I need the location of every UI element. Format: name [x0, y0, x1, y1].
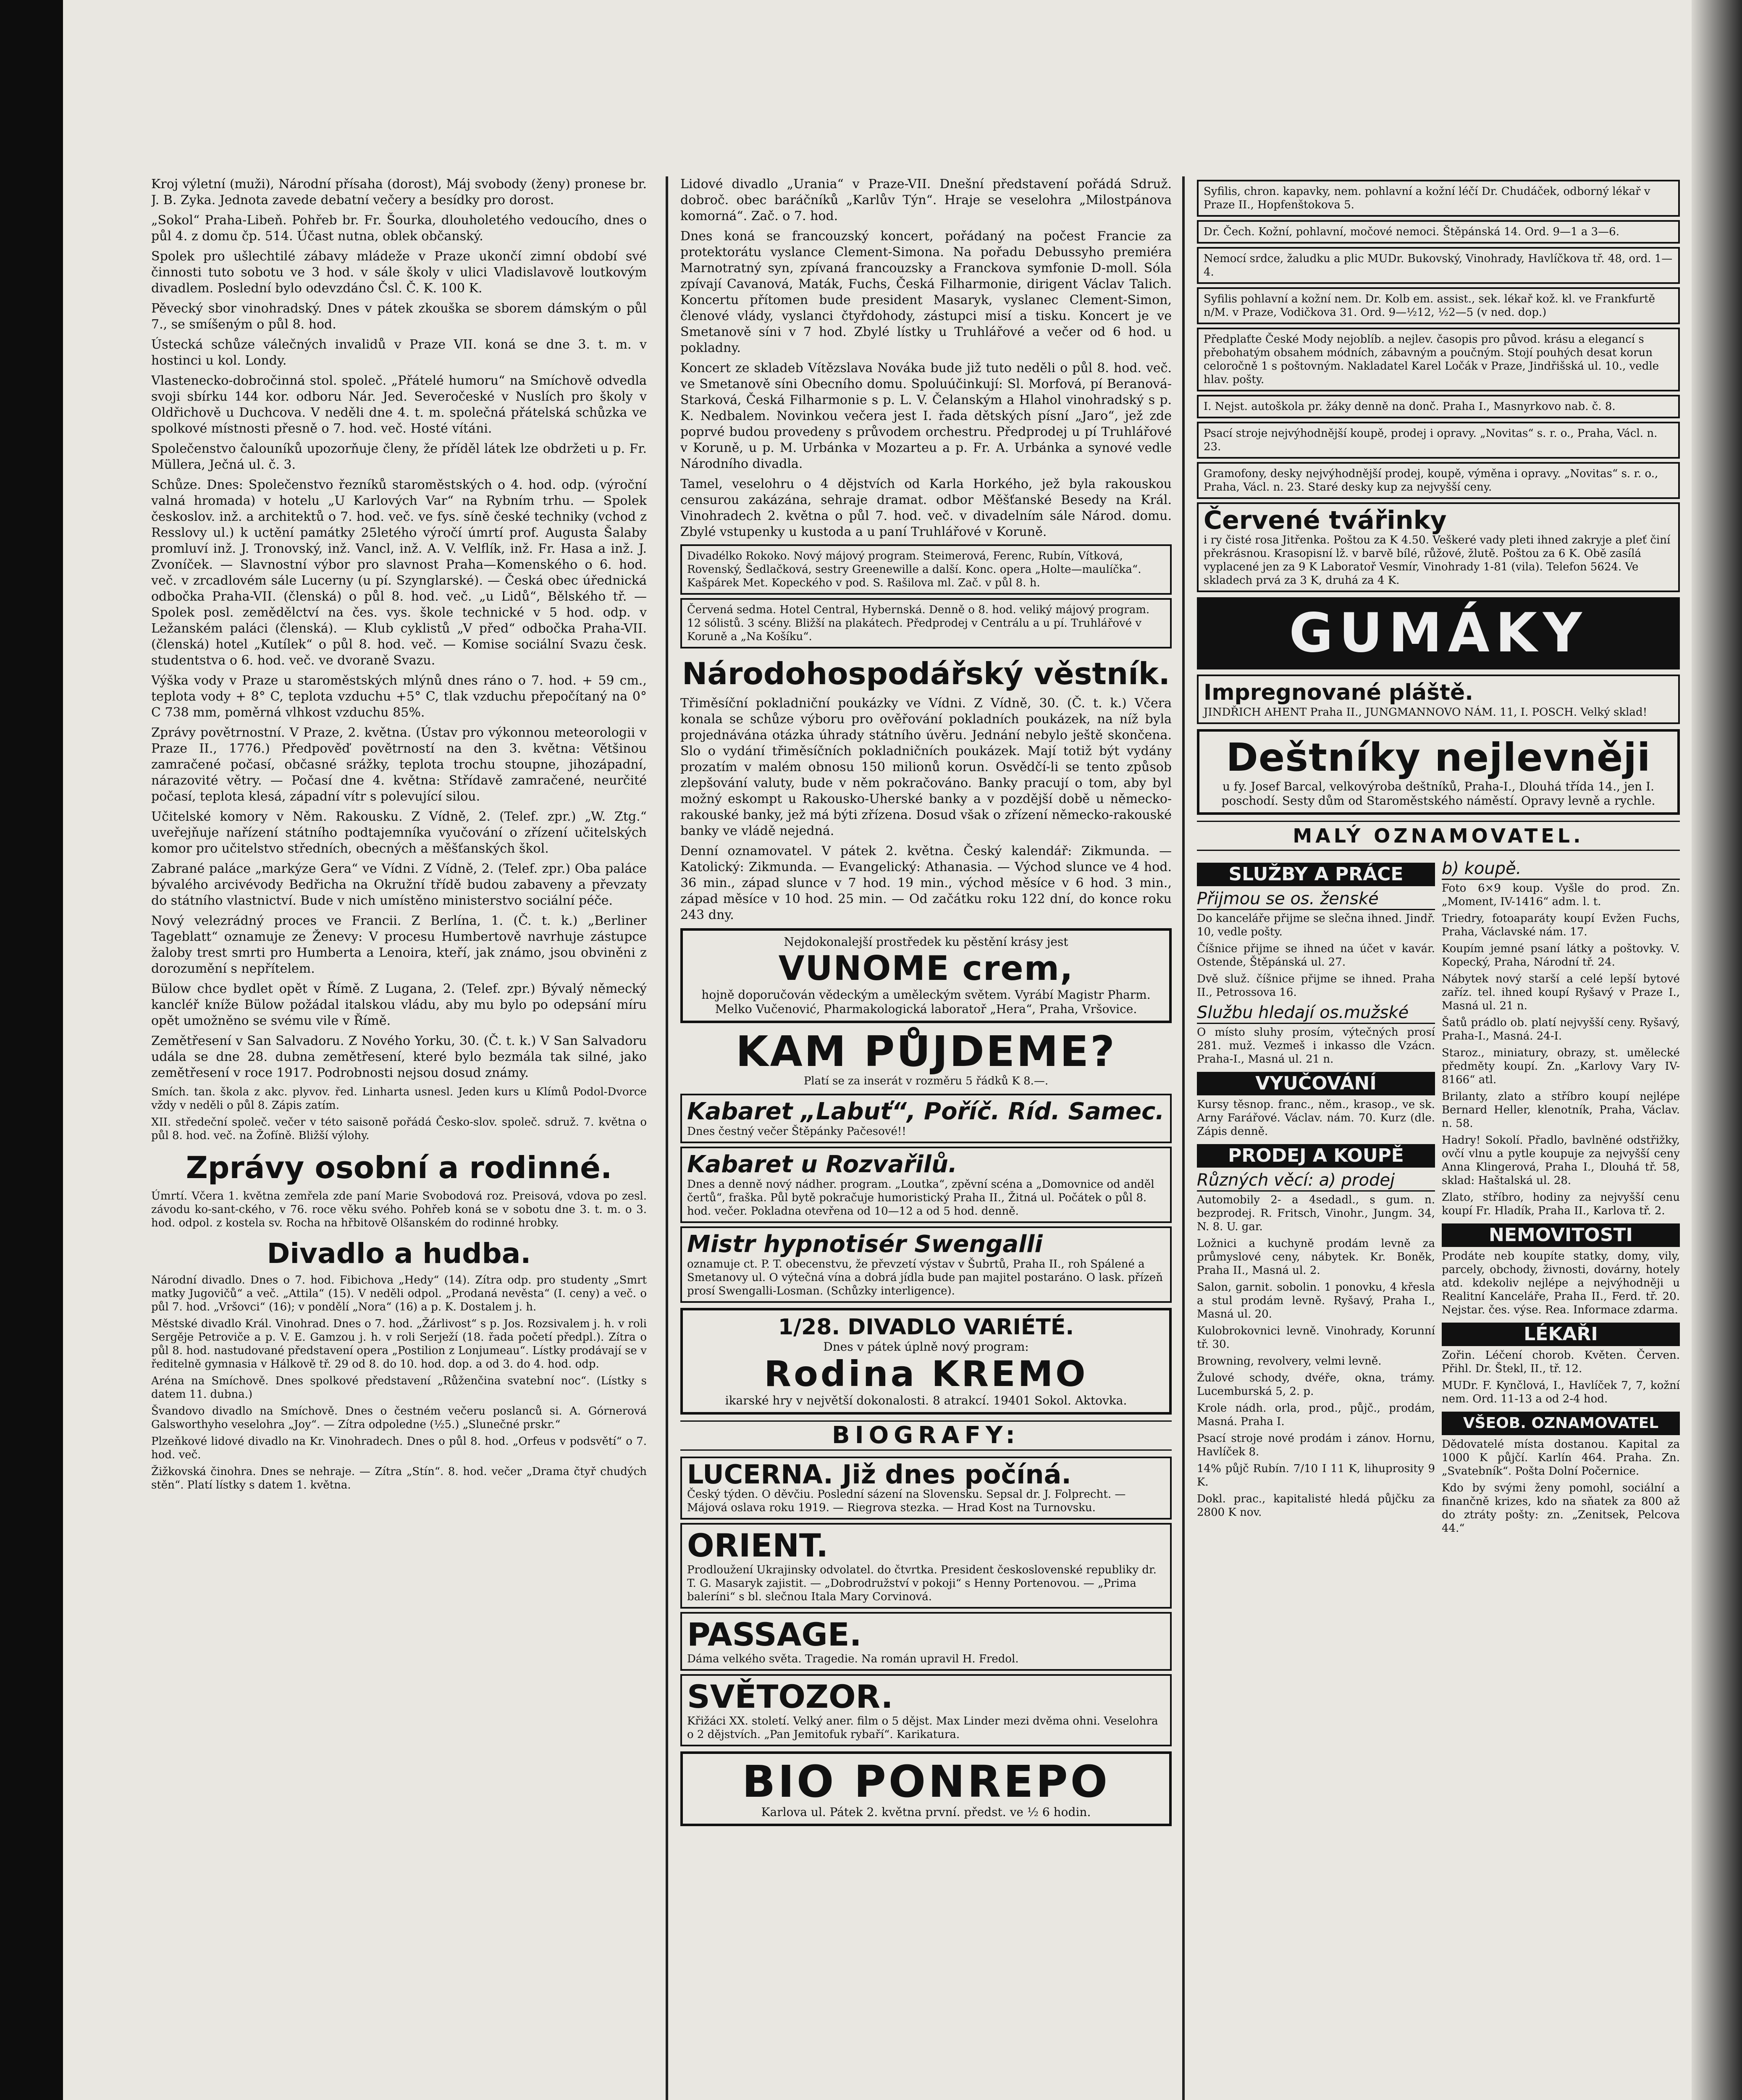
cat-vyucovani: VYUČOVÁNÍ [1197, 1072, 1435, 1095]
article-text: Národní divadlo. Dnes o 7. hod. Fibichova „Hedy“ (14). Zítra odp. pro studenty „Smrt matky Jugovičů“ a več. „Attila“ (15). V neděli odpol. „Prodaná nevěsta“ (I. ceny) a več. o půl 7. hod. „Vršovci“ (16); v pondělí „Nora“ (16) a p. K. Dostalem j. h. [151, 1274, 647, 1313]
ad-text: i ry čisté rosa Jitřenka. Poštou za K 4.50. Veškeré vady pleti ihned zakryje a pleť činí překrásnou. Krasopisní lž. v barvě bílé, růžové, žlutě. Poštou za 6 K. Obě zasílá vyplacené jen za 9 K Laboratoř Vesmír, Vinohrady 1-81 (vila). Telefon 5624. Ve skladech prvá za 3 K, druhá za 4 K. [1204, 534, 1671, 587]
ad-tvarinky [1197, 502, 1680, 592]
sub-sluzbu: Službu hledají os.mužské [1197, 1003, 1435, 1024]
kam-pujdeme [680, 1029, 1172, 1088]
article-text: Úmrtí. Včera 1. května zemřela zde paní Marie Svobodová roz. Preisová, vdova po zesl. závodu ko-sant-ckého, v 76. roce věku svého. Pohřeb koná se v sobotu dne 3. t. m. o 3. hod. odpol. z kostela sv. Rocha na hřbitově Olšanském do rodinné hrobky. [151, 1190, 647, 1229]
cat-nemovitosti: NEMOVITOSTI [1442, 1223, 1680, 1247]
ad-variete-sub: Dnes v pátek úplně nový program: [823, 1340, 1029, 1354]
ad-heading: ORIENT. [687, 1527, 829, 1564]
ad-variete [680, 1308, 1172, 1415]
ad-cech [1197, 220, 1680, 244]
article-text: Městské divadlo Král. Vinohrad. Dnes o 7. hod. „Žárlivost“ s p. Jos. Rozsivalem j. h. v roli Sergěje Petroviče a p. V. E. Gamzou j. h. v roli Serježí (18. řada početí předpl.). Zítra o půl 8. hod. nastudované představení opera „Postilion z Lonjumeau“. Lístky prodávají se v ředitelně gymnasia v Hálkově tř. 29 od 8. do 10. hod. dop. a od 3. do 4. hod. odp. [151, 1318, 647, 1370]
classified-item: Staroz., miniatury, obrazy, st. umělecké předměty koupí. Zn. „Karlovy Vary IV-8166“ atl. [1442, 1047, 1680, 1086]
ad-heading: PASSAGE. [687, 1616, 862, 1653]
ad-kabaret-rozvarilu [680, 1147, 1172, 1223]
classified-item: Číšnice přijme se ihned na účet v kavár. Ostende, Štěpánská ul. 27. [1197, 942, 1435, 969]
classified-item: Zořin. Léčení chorob. Květen. Červen. Přihl. Dr. Štekl, II., tř. 12. [1442, 1349, 1680, 1375]
column-middle [680, 176, 1172, 2100]
ad-text: Dnes čestný večer Štěpánky Pačesové!! [687, 1125, 906, 1138]
column-rule [1182, 176, 1185, 2100]
cat-lekari: LÉKAŘI [1442, 1323, 1680, 1346]
article-text: Kroj výletní (muži), Národní přísaha (dorost), Máj svobody (ženy) pronese br. J. B. Zyka. Jednota zavede debatní večery a besídky pro dorost. [151, 177, 647, 207]
sub-koupe: b) koupě. [1442, 858, 1680, 880]
classifieds-right [1442, 857, 1680, 1538]
classified-item: Zlato, stříbro, hodiny za nejvyšší cenu koupí Fr. Hladík, Praha II., Karlova tř. 2. [1442, 1191, 1680, 1217]
classified-item: Do kanceláře přijme se slečna ihned. Jindř. 10, vedle pošty. [1197, 912, 1435, 938]
ad-heading: Mistr hypnotisér Swengalli [687, 1231, 1043, 1258]
ad-autoskola [1197, 395, 1680, 418]
article-text: Zprávy povětrnostní. V Praze, 2. května. (Ústav pro výkonnou meteorologii v Praze II., 1776.) Předpověď povětrností na den 3. května: Většinou zamračené počasí, občasné srážky, teplota trochu stoupne, jihozápadní, nárazovité větry. — Počasí dne 4. května: Střídavě zamračené, neurčité počasí, teplota klesá, západní vítr s polevující silou. [151, 725, 647, 804]
ad-cervena-sedma [680, 598, 1172, 648]
classified-item: Browning, revolvery, velmi levně. [1197, 1355, 1382, 1368]
classified-item: Brilanty, zlato a stříbro koupí nejlépe Bernard Heller, klenotník, Praha, Václav. n. 58. [1442, 1090, 1680, 1130]
ad-heading: GUMÁKY [1289, 602, 1588, 664]
ad-text: Syfilis, chron. kapavky, nem. pohlavní a kožní léčí Dr. Chudáček, odborný lékař v Praze II., Hopfenštokova 5. [1204, 185, 1650, 211]
classified-item: 14% půjč Rubín. 7/10 I 11 K, lihuprosity 9 K. [1197, 1462, 1435, 1488]
ad-heading: Červené tvářinky [1204, 506, 1447, 535]
ad-orient [680, 1523, 1172, 1609]
article-text: Aréna na Smíchově. Dnes spolkové představení „Růženčina svatební noc“. (Lístky s datem 11. dubna.) [151, 1375, 647, 1401]
ad-text: Karlova ul. Pátek 2. května první. předst. ve ½ 6 hodin. [761, 1805, 1091, 1819]
ad-chudacek [1197, 180, 1680, 217]
classified-item: Automobily 2- a 4sedadl., s gum. n. bezprodej. R. Fritsch, Vinohr., Jungm. 34, N. 8. U. gar. [1197, 1194, 1435, 1233]
ad-gumaky [1197, 597, 1680, 669]
article-text: Koncert ze skladeb Vítězslava Nováka bude již tuto neděli o půl 8. hod. več. ve Smetanově síni Obecního domu. Spoluúčinkují: Sl. Morfová, pí Beranová-Starková, Česká Filharmonie s p. L. V. Čelanským a Hlahol vinohradský s p. K. Nedbalem. Novinkou večera jest I. řada dětských písní „Jaro“, jež zde poprvé budou provedeny s průvodem orchestru. Předprodej u pí Truhlářové v Koruně, u p. M. Urbánka v Mozarteu a p. Fr. A. Urbánka a synové vedle Národního divadla. [680, 361, 1172, 471]
ad-text: oznamuje ct. P. T. obecenstvu, že převzetí výstav v Šubrtů, Praha II., roh Spálené a Smetanovy ul. O výtečná vína a dobrá jídla bude pan majitel postaráno. O lask. přízeň prosí Swengalli-Losman. (Schůzky interligence). [687, 1258, 1163, 1297]
ad-text: Divadélko Rokoko. Nový májový program. Steimerová, Ferenc, Rubín, Vítková, Rovenský, Šedlačková, sestry Greenewille a další. Konc. opera „Holte—maulíčka“. Kašpárek Met. Kopeckého v pod. S. Rašilova ml. Zač. v půl 8. h. [687, 550, 1141, 589]
article-text: Bülow chce bydlet opět v Římě. Z Lugana, 2. (Telef. zpr.) Bývalý německý kancléř kníže Bülow požádal italskou vládu, aby mu bylo po odepsání míru opět umožněno se svému vile v Římě. [151, 982, 647, 1028]
ad-bukovsky [1197, 247, 1680, 284]
cat-sluzby: SLUŽBY A PRÁCE [1197, 863, 1435, 886]
ad-gramofony [1197, 462, 1680, 499]
classified-item: Dědovatelé místa dostanou. Kapital za 1000 K půjčí. Karlín 464. Praha. Zn. „Svatebník“. Pošta Dolní Počernice. [1442, 1438, 1680, 1478]
ad-vunome-text: hojně doporučován vědeckým a uměleckým světem. Vyrábí Magistr Pharm. Melko Vučenović, Pharmakologická laboratoř „Hera“, Praha, Vršovice. [701, 988, 1151, 1016]
sub-ruznych: Různých věcí: a) prodej [1197, 1170, 1435, 1192]
notice-text: Smích. tan. škola z akc. plyvov. řed. Linharta usnesl. Jeden kurs u Klímů Podol-Dvorce vždy v neděli o půl 8. Zápis zatím. [151, 1086, 647, 1112]
ad-text: Dnes a denně nový nádher. program. „Loutka“, zpěvní scéna a „Domovnice od anděl čertů“, fraška. Půl bytě pokračuje humoristický Praha II., Žitná ul. Počátek o půl 8. hod. večer. Pokladna otevřena od 10—12 a od 5 hod. denně. [687, 1178, 1154, 1218]
article-text: Spolek pro ušlechtilé zábavy mládeže v Praze ukončí zimní období své činnosti tuto sobotu ve 3 hod. v sále školy v ulici Vladislavově loutkovým divadlem. Poslední bylo odevzdáno Čsl. Č. K. 100 K. [151, 249, 647, 296]
classified-item: Salon, garnit. sobolin. 1 ponovku, 4 křesla a stul prodám levně. Ryšavý, Praha I., Masná ul. 20. [1197, 1281, 1435, 1320]
classified-item: Hadry! Sokolí. Přadlo, bavlněné odstřižky, ovčí vlnu a pytle koupuje za nejvyšší ceny Anna Klingerová, Praha I., Dlouhá tř. 58, sklad: Haštalská ul. 28. [1442, 1134, 1680, 1187]
classified-item: Ložnici a kuchyně prodám levně za průmyslové ceny, nábytek. Kr. Boněk, Praha II., Masná ul. 2. [1197, 1237, 1435, 1277]
ad-vunome-name: VUNOME crem, [778, 949, 1074, 988]
classified-item: Žulové schody, dvéře, okna, trámy. Lucemburská 5, 2. p. [1197, 1372, 1435, 1398]
classified-item: Dokl. prac., kapitalisté hledá půjčku za 2800 K nov. [1197, 1493, 1435, 1519]
article-text: Vlastenecko-dobročinná stol. společ. „Přátelé humoru“ na Smíchově odvedla svoji sbírku 144 kor. odboru Nár. Jed. Severočeské v Nuslích pro školy v Oldřichově u Duchcova. V neděli dne 4. t. m. společná přátelská schůzka ve spolkové místnosti přesně o 7. hod. več. Hosté vítáni. [151, 373, 647, 436]
article-text: Společenstvo čalouníků upozorňuje členy, že příděl látek lze obdržeti u p. Fr. Müllera, Ječná ul. č. 3. [151, 441, 647, 472]
ad-heading: Kabaret „Labuť“, Poříč. Ríd. Samec. [687, 1098, 1165, 1125]
article-text: Žižkovská činohra. Dnes se nehraje. — Zítra „Stín“. 8. hod. večer „Drama čtyř chudých stěn“. Platí lístky s datem 1. května. [151, 1465, 647, 1491]
classified-item: Psací stroje nové prodám i zánov. Hornu, Havlíček 8. [1197, 1432, 1435, 1458]
ad-text: Dáma velkého světa. Tragedie. Na román upravil H. Fredol. [687, 1653, 1019, 1665]
article-text: Tamel, veselohru o 4 dějstvích od Karla Horkého, jež byla rakouskou censurou zakázána, sehraje dramat. odbor Měšťanské Besedy na Král. Vinohradech 2. května o půl 7. hod. več. v divadelním sále Národ. domu. Zbylé vstupenky u kustoda a u paní Truhlářové v Koruně. [680, 477, 1172, 539]
classified-item: Prodáte neb koupíte statky, domy, vily, parcely, obchody, živnosti, dovárny, hotely atd. kdekoliv nejlépe a nejvýhodněji u Realitní Kanceláře, Praha II., Ferd. tř. 20. Nejstar. čes. výse. Rea. Informace zdarma. [1442, 1250, 1680, 1316]
ad-heading: Impregnované pláště. [1204, 680, 1473, 705]
ad-text: Nemocí srdce, žaludku a plic MUDr. Bukovský, Vinohrady, Havlíčkova tř. 48, ord. 1—4. [1204, 252, 1673, 278]
classified-item: Krole nádh. orla, prod., půjč., prodám, Masná. Praha I. [1197, 1402, 1435, 1428]
article-text: Pěvecký sbor vinohradský. Dnes v pátek zkouška se sborem dámským o půl 7., se smíšeným o půl 8. hod. [151, 301, 647, 332]
ad-heading: Kabaret u Rozvařilů. [687, 1151, 958, 1178]
ad-ceske-mody [1197, 328, 1680, 391]
ad-variete-heading: Rodina KREMO [764, 1353, 1088, 1394]
column-rule [666, 176, 668, 2100]
section-heading-theatre: Divadlo a hudba. [267, 1237, 531, 1270]
classified-item: Nábytek nový starší a celé lepší bytové zaříz. tel. ihned koupí Ryšavý v Praze I., Masná ul. 21 n. [1442, 973, 1680, 1012]
ad-text: Dr. Čech. Kožní, pohlavní, močové nemoci. Štěpánská 14. Ord. 9—1 a 3—6. [1204, 226, 1619, 238]
notice-text: XII. středeční společ. večer v této saisoně pořádá Česko-slov. společ. sdruž. 7. května o půl 8. hod. več. na Žofíně. Bližší výlohy. [151, 1116, 647, 1142]
maly-oznamovatel-heading: MALÝ OZNAMOVATEL. [1197, 821, 1680, 851]
section-heading-economy: Národohospodářský věstník. [682, 656, 1170, 691]
column-right [1197, 176, 1680, 2100]
article-text: Denní oznamovatel. V pátek 2. května. Český kalendář: Zikmunda. — Katolický: Zikmunda. — Evangelický: Athanasia. — Východ slunce ve 4 hod. 36 min., západ slunce v 7 hod. 19 min., východ měsíce v 6 hod. 3 min., západ měsíce v 10 hod. 25 min. — Od začátku roku 122 dní, do konce roku 243 dny. [680, 844, 1172, 922]
kam-sub: Platí se za inserát v rozměru 5 řádků K 8.—. [803, 1075, 1049, 1087]
sub-prijmou: Přijmou se os. ženské [1197, 889, 1435, 910]
ad-psaci-stroje [1197, 422, 1680, 459]
ad-kabaret-labut [680, 1094, 1172, 1143]
article-text: Učitelské komory v Něm. Rakousku. Z Vídně, 2. (Telef. zpr.) „W. Ztg.“ uveřejňuje nařízení státního podtajemníka vyučování o zřízení učitelských komor pro učitelstvo středních, obecných a měšťanských škol. [151, 809, 647, 856]
article-text: Výška vody v Praze u staroměstských mlýnů dnes ráno o 7. hod. + 59 cm., teplota vody + 8° C, teplota vzduchu +5° C, tlak vzduchu přepočítaný na 0° C 738 mm, poměrná vlhkost vzduchu 85%. [151, 673, 647, 720]
article-text: Nový velezrádný proces ve Francii. Z Berlína, 1. (Č. t. k.) „Berliner Tageblatt“ oznamuje ze Ženevy: V procesu Humbertově navrhuje zástupce žaloby trest smrti pro Humberta a Lenoira, kteří, jak známo, jsou obviněni z dorozumění s nepřítelem. [151, 914, 647, 976]
ad-text: JINDŘICH AHENT Praha II., JUNGMANNOVO NÁM. 11, I. POSCH. Velký sklad! [1204, 706, 1648, 719]
ad-vunome [680, 928, 1172, 1023]
classified-item: Triedry, fotoaparáty koupí Evžen Fuchs, Praha, Václavské nám. 17. [1442, 912, 1680, 938]
ad-text: Český týden. O děvčiu. Poslední sázení na Slovensku. Sepsal dr. J. Folprecht. — Májová oslava roku 1919. — Riegrova stezka. — Hrad Kost na Turnovsku. [687, 1488, 1126, 1514]
ad-passage [680, 1612, 1172, 1671]
classified-item: Kursy těsnop. franc., něm., krasop., ve sk. Arny Farářové. Václav. nám. 70. Kurz (dle. Zápis denně. [1197, 1098, 1435, 1138]
ad-text: u fy. Josef Barcal, velkovýroba deštníků, Praha-I., Dlouhá třída 14., jen I. poschodí. Sesty dům od Staroměstského náměstí. Opravy levně a rychle. [1221, 780, 1655, 808]
scan-edge-left [0, 0, 63, 2100]
ad-text: Psací stroje nejvýhodnější koupě, prodej i opravy. „Novitas“ s. r. o., Praha, Václ. n. 23. [1204, 427, 1658, 453]
cat-vseob: VŠEOB. OZNAMOVATEL [1442, 1412, 1680, 1435]
ad-rokoko [680, 544, 1172, 595]
ad-heading: SVĚTOZOR. [687, 1678, 893, 1715]
classified-item: Foto 6×9 koup. Vyšle do prod. Zn. „Moment, IV-1416“ adm. l. t. [1442, 882, 1680, 908]
ad-text: I. Nejst. autoškola pr. žáky denně na donč. Praha I., Masnyrkovo nab. č. 8. [1204, 400, 1616, 413]
ad-text: Prodloužení Ukrajinsky odvolatel. do čtvrtka. President československé republiky dr. T. G. Masaryk zajistit. — „Dobrodružství v pokoji“ s Henny Portenovou. — „Prima baleríni“ s bl. slečnou Itala Mary Corvinová. [687, 1564, 1157, 1603]
classifieds [1197, 857, 1680, 1538]
ad-swengalli [680, 1226, 1172, 1303]
cat-prodej: PRODEJ A KOUPĚ [1197, 1144, 1435, 1168]
article-text: Lidové divadlo „Urania“ v Praze-VII. Dnešní představení pořádá Sdruž. dobroč. obec baráčníků „Karlův Týn“. Hraje se veselohra „Milostpánova komorná“. Zač. o 7. hod. [680, 177, 1172, 223]
article-text: Plzeňkové lidové divadlo na Kr. Vinohradech. Dnes o půl 8. hod. „Orfeus v podsvětí“ o 7. hod. več. [151, 1435, 647, 1461]
column-left [151, 176, 647, 2100]
ad-bio-ponrepo [680, 1751, 1172, 1826]
classified-item: Dvě služ. číšnice přijme se ihned. Praha II., Petrossova 16. [1197, 973, 1435, 999]
ad-svetozor [680, 1674, 1172, 1746]
article-text: „Sokol“ Praha-Libeň. Pohřeb br. Fr. Šourka, dlouholetého vedoucího, dnes o půl 4. z domu čp. 514. Účast nutna, oblek občanský. [151, 213, 647, 244]
ad-variete-top: 1/28. DIVADLO VARIÉTÉ. [778, 1315, 1074, 1340]
classified-item: Koupím jemné psaní látky a poštovky. V. Kopecký, Praha, Národní tř. 24. [1442, 942, 1680, 969]
article-text: Dnes koná se francouzský koncert, pořádaný na počest Francie za protektorátu vyslance Clement-Simona. Na pořadu Debussyho premiéra Marnotratný syn, zpívaná francouzsky a Franckova symfonie D-moll. Sóla zpívají Cavanová, Maták, Fuchs, Česká Filharmonie, dirigent Václav Talich. Koncertu přítomen bude president Masaryk, vyslanec Clement-Simon, členové vlády, vyslanci čtyřdohody, zástupci misí a tisku. Koncert je ve Smetanově síni v 7 hod. Zbylé lístky u Truhlářové a večer od 6 hod. u pokladny. [680, 229, 1172, 355]
ad-heading: Deštníky nejlevněji [1226, 735, 1651, 780]
classified-item: MUDr. F. Kynčlová, I., Havlíček 7, 7, kožní nem. Ord. 11-13 a od 2-4 hod. [1442, 1379, 1680, 1405]
classified-item: O místo sluhy prosím, výtečných prosí 281. muž. Vezmeš i inkasso dle Vzácn. Praha-I., Masná ul. 21 n. [1197, 1026, 1435, 1066]
kam-title: KAM PŮJDEME? [735, 1027, 1117, 1076]
classifieds-left [1197, 857, 1435, 1538]
ad-destniky [1197, 729, 1680, 815]
biografy-heading: BIOGRAFY: [680, 1420, 1172, 1451]
ad-impregnovane [1197, 675, 1680, 724]
ad-kolb [1197, 287, 1680, 324]
scan-edge-right [1692, 0, 1742, 2100]
article-text: Švandovo divadlo na Smíchově. Dnes o čestném večeru poslanců si. A. Górnerová Galsworthyho veselohra „Joy“. — Zítra odpoledne (½5.) „Slunečné prskr.“ [151, 1405, 647, 1431]
ad-text: Křižáci XX. století. Velký aner. film o 5 dějst. Max Linder mezi dvěma ohni. Veselohra o 2 dějstvích. „Pan Jemitofuk rybaří“. Karikatura. [687, 1715, 1158, 1741]
ad-heading: BIO PONREPO [742, 1756, 1110, 1807]
ad-text: Červená sedma. Hotel Central, Hybernská. Denně o 8. hod. veliký májový program. 12 sólistů. 3 scény. Bližší na plakátech. Předprodej v Centrálu a u pí. Truhlářové v Koruně a „Na Košíku“. [687, 604, 1150, 643]
classified-item: Šatů prádlo ob. platí nejvyšší ceny. Ryšavý, Praha-I., Masná. 24-I. [1442, 1016, 1680, 1042]
ad-lucerna [680, 1457, 1172, 1520]
ad-variete-text: ikarské hry v největší dokonalosti. 8 atrakcí. 19401 Sokol. Aktovka. [725, 1394, 1127, 1407]
article-text: Ústecká schůze válečných invalidů v Praze VII. koná se dne 3. t. m. v hostinci u kol. Londy. [151, 337, 647, 368]
classified-item: Kdo by svými ženy pomohl, sociální a finančně krizes, kdo na sňatek za 800 až do ztráty pošty: zn. „Zenitsek, Pelcova 44.“ [1442, 1482, 1680, 1535]
ad-vunome-intro: Nejdokonalejší prostředek ku pěstění krásy jest [784, 935, 1068, 949]
ad-heading: LUCERNA. Již dnes počíná. [687, 1459, 1071, 1490]
ad-text: Syfilis pohlavní a kožní nem. Dr. Kolb em. assist., sek. lékař kož. kl. ve Frankfurtě n/M. v Praze, Vodičkova 31. Ord. 9—½12, ½2—5 (v ned. dop.) [1204, 293, 1655, 319]
ad-text: Gramofony, desky nejvýhodnější prodej, koupě, výměna i opravy. „Novitas“ s. r. o., Praha, Václ. n. 23. Staré desky kup za nejvyšší ceny. [1204, 467, 1658, 494]
article-text: Schůze. Dnes: Společenstvo řezníků staroměstských o 4. hod. odp. (výroční valná hromada) v hotelu „U Karlových Var“ na Rybním trhu. — Spolek českoslov. inž. a architektů o 7. hod. več. ve fys. síně české techniky (vchod z Resslovy ul.) k uctění památky 25letého výročí úmrtí prof. Augusta Šalaby promluví inž. J. Tronovský, inž. Vancl, inž. A. V. Velflík, inž. Fr. Hasa a inž. J. Zvoníček. — Slavnostní výbor pro slavnost Praha—Komenského o 6. hod. več. v zrcadlovém sále Lucerny (u pí. Szynglarské). — Česká obec úřednická odbočka Praha-VII. (členská) o půl 8. hod. več. „u Lidů“, Bělského tř. — Spolek posl. zemědělctví na čes. vys. škole technické v 5 hod. odp. v Ležanském paláci (členská). — Klub cyklistů „V před“ odbočka Praha-VII. (členská) hotel „Kutílek“ o půl 8. hod. več. — Komise sociální Svazu česk. studentstva o 6. hod. več. ve dvoraně Svazu. [151, 478, 647, 668]
article-text: Zemětřesení v San Salvadoru. Z Nového Yorku, 30. (Č. t. k.) V San Salvadoru udála se dne 28. dubna zemětřesení, které bylo bezmála tak silné, jako zemětřesení v roce 1917. Podrobnosti nejsou dosud známy. [151, 1034, 647, 1080]
article-text: Zabrané paláce „markýze Gera“ ve Vídni. Z Vídně, 2. (Telef. zpr.) Oba paláce bývalého arcivévody Bedřicha na Okružní třídě budou zabaveny a převzaty do státního vlastnictví. Bude v nich umístěno ministerstvo sociální péče. [151, 861, 647, 908]
section-heading-personal: Zprávy osobní a rodinné. [186, 1150, 612, 1185]
ad-text: Předplaťte České Mody nejoblíb. a nejlev. časopis pro původ. krásu a elegancí s přebohatým obsahem módních, zábavným a poučným. Stojí pouhých desat korun celoročně 1 s poštovným. Nakladatel Karel Ločák v Praze, Jindřišská ul. 10., vedle hlav. pošty. [1204, 333, 1659, 386]
classified-item: Kulobrokovnici levně. Vinohrady, Korunní tř. 30. [1197, 1325, 1435, 1351]
article-text: Třiměsíční pokladniční poukázky ve Vídni. Z Vídně, 30. (Č. t. k.) Včera konala se schůze výboru pro ověřování pokladních poukázek, na níž byla projednávána otázka úhrady státního úvěru. Jednání nebylo ještě skončena. Slo o vydání třiměsíčních pokladničních poukázek. Mají totiž být vydány prozatím v malém obnosu 150 milionů korun. Osvědčí-li se tento způsob zlepšování valuty, bude v něm pokračováno. Banky pracují o tom, aby byl možný eskompt u Rakousko-Uherské banky a v pozdější době u německo-rakouské banky, jež má býti zřízena. Dosud však o zřízení německo-rakouské banky ve vládě nejedná. [680, 696, 1172, 838]
